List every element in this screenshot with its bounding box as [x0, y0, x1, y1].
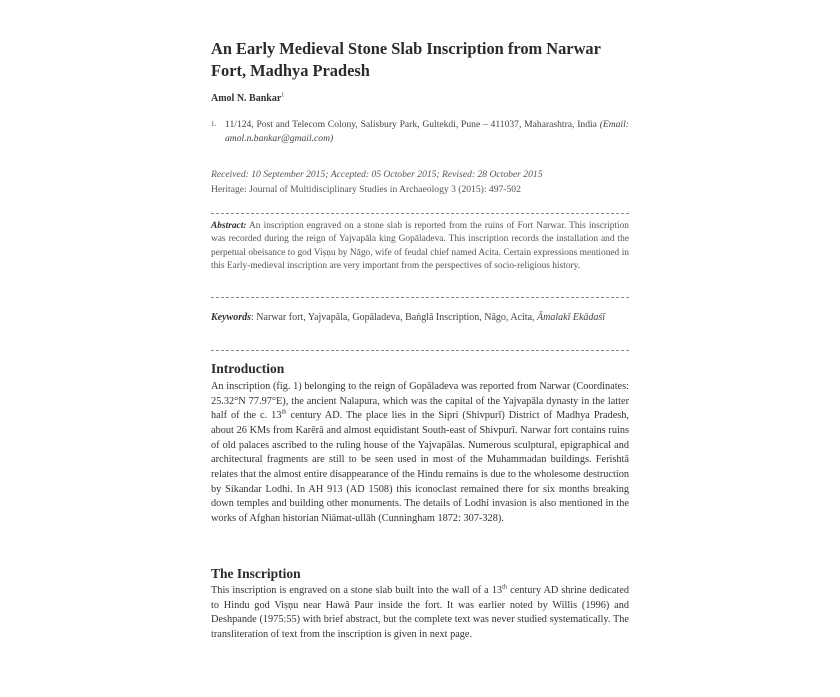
affiliation — [211, 118, 629, 145]
abstract-label: Abstract: — [211, 221, 247, 231]
affiliation-number: 1. — [211, 120, 217, 128]
author-line — [211, 93, 629, 104]
inscription-heading: The Inscription — [211, 566, 301, 581]
abstract — [211, 220, 629, 274]
inscription-body — [211, 584, 629, 643]
introduction-text-a: An inscription (fig. 1) belonging to the reign of Gopāladeva was reported from Narwar (Coordinates: 25.32°N 77.97°E), the ancient Nalapura, which was the capital of the Yajvapāla dynasty in the latter half of the c. 13 — [211, 381, 629, 422]
affiliation-text — [225, 118, 629, 145]
keywords — [211, 311, 629, 325]
inscription-text-a: This inscription is engraved on a stone slab built into the wall of a 13 — [211, 585, 503, 596]
divider-bottom — [211, 350, 629, 351]
introduction-text-b: century AD. The place lies in the Sipri (Shivpurī) District of Madhya Pradesh, about 26 KMs from Karērā and almost equidistant South-east of Shivpurī. Narwar fort contains ruins of old palaces ascribed to the ruling house of the Yajvapālas. Numerous sculptural, epigraphical and architectural fragments are still to be seen used in most of the Muhammadan buildings. Ferishtā relates that the almost entire disappearance of the Hindu remains is due to the wholesome destruction by Sikandar Lodhi. In AH 913 (AD 1508) this iconoclast remained there for six months breaking down temples and building other monuments. The details of Lodhi invasion is also mentioned in the works of Afghan historian Niāmat-ullāh (Cunningham 1872: 307-328). — [211, 410, 629, 524]
paper-title: An Early Medieval Stone Slab Inscription from Narwar Fort, Madhya Pradesh — [211, 39, 601, 80]
introduction-body — [211, 380, 629, 527]
inscription-text-b: century AD shrine dedicated to Hindu god Viṣṇu near Hawā Paur inside the fort. It was earlier noted by Willis (1996) and Deshpande (1975:55) with brief abstract, but the complete text was never studied systematically. The transliteration of text from the inscription is given in next page. — [211, 585, 629, 640]
affiliation-email: (Email: amol.n.bankar@gmail.com) — [225, 119, 629, 144]
author-name: Amol N. Bankar — [211, 93, 282, 104]
introduction-sup: th — [281, 408, 287, 416]
journal-citation: Heritage: Journal of Multidisciplinary Studies in Archaeology 3 (2015): 497-502 — [211, 184, 521, 195]
divider-middle — [211, 297, 629, 298]
divider-top — [211, 213, 629, 214]
abstract-text: An inscription engraved on a stone slab is reported from the ruins of Fort Narwar. This inscription was recorded during the reign of Yajvapāla king Gopāladeva. This inscription records the installation and the perpetual obeisance to god Viṣṇu by Nāgo, wife of feudal chief named Acita. Certain expressions mentioned in this Early-medieval inscription are very important from the perspectives of socio-religious history. — [211, 221, 629, 272]
keywords-last: Āmalakī Ekādaśī — [537, 312, 606, 323]
publication-dates — [211, 167, 629, 197]
keywords-text: : Narwar fort, Yajvapāla, Gopāladeva, Baṅglā Inscription, Nāgo, Acita, — [251, 312, 535, 323]
keywords-label: Keywords — [211, 312, 251, 323]
affiliation-address: 11/124, Post and Telecom Colony, Salisbury Park, Gultekdi, Pune – 411037, Maharashtra, India — [225, 119, 597, 130]
received-dates: Received: 10 September 2015; Accepted: 05 October 2015; Revised: 28 October 2015 — [211, 169, 543, 180]
inscription-sup: th — [502, 583, 508, 591]
introduction-heading: Introduction — [211, 361, 285, 376]
author-mark: 1 — [281, 92, 285, 99]
